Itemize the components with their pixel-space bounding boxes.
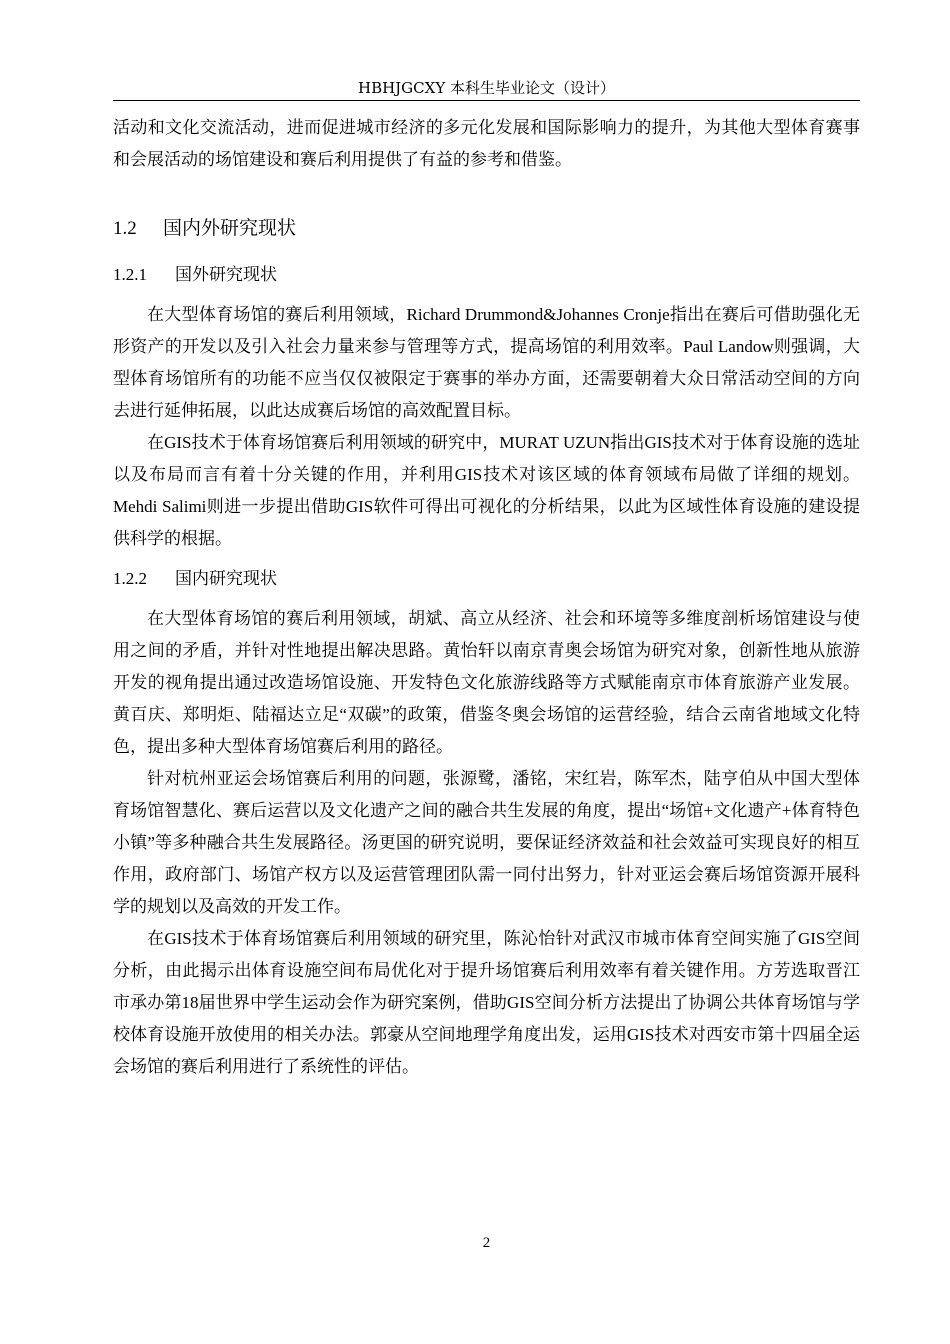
section-number: 1.2.2: [113, 569, 147, 588]
intro-paragraph: 活动和文化交流活动，进而促进城市经济的多元化发展和国际影响力的提升，为其他大型体育赛事和会展活动的场馆建设和赛后利用提供了有益的参考和借鉴。: [113, 118, 860, 169]
section-heading-1-2-1: [113, 259, 860, 291]
paragraph: 在大型体育场馆的赛后利用领域，Richard Drummond&Johannes Cronje指出在赛后可借助强化无形资产的开发以及引入社会力量来参与管理等方式，提高场馆的利用效率。Paul Landow则强调，大型体育场馆所有的功能不应当仅仅被限定于赛事的举办方面，还需要朝着大众日常活动空间的方向去进行延伸拓展，以此达成赛后场馆的高效配置目标。: [113, 305, 860, 420]
section-title: 国外研究现状: [175, 265, 277, 285]
paragraph: 在GIS技术于体育场馆赛后利用领域的研究中，MURAT UZUN指出GIS技术对于体育设施的选址以及布局而言有着十分关键的作用，并利用GIS技术对该区域的体育领域布局做了详细的规划。Mehdi Salimi则进一步提出借助GIS软件可得出可视化的分析结果，以此为区域性体育设施的建设提供科学的根据。: [113, 433, 860, 548]
section-title: 国内外研究现状: [163, 217, 297, 239]
section-heading-1-2-2: [113, 563, 860, 595]
body-text: [113, 112, 860, 1083]
paragraph: 在大型体育场馆的赛后利用领域，胡斌、高立从经济、社会和环境等多维度剖析场馆建设与使用之间的矛盾，并针对性地提出解决思路。黄怡轩以南京青奥会场馆为研究对象，创新性地从旅游开发的视角提出通过改造场馆设施、开发特色文化旅游线路等方式赋能南京市体育旅游产业发展。黄百庆、郑明炬、陆福达立足“双碳”的政策，借鉴冬奥会场馆的运营经验，结合云南省地域文化特色，提出多种大型体育场馆赛后利用的路径。: [113, 609, 860, 756]
header-rule: [113, 100, 860, 101]
running-header: HBHJGCXY 本科生毕业论文（设计）: [357, 79, 615, 97]
paragraph: 针对杭州亚运会场馆赛后利用的问题，张源鹭，潘铭，宋红岩，陈军杰，陆亨伯从中国大型体育场馆智慧化、赛后运营以及文化遗产之间的融合共生发展的角度，提出“场馆+文化遗产+体育特色小镇”等多种融合共生发展路径。汤更国的研究说明，要保证经济效益和社会效益可实现良好的相互作用，政府部门、场馆产权方以及运营管理团队需一同付出努力，针对亚运会赛后场馆资源开展科学的规划以及高效的开发工作。: [113, 769, 860, 916]
page-number: 2: [482, 1235, 491, 1251]
section-number: 1.2: [113, 218, 137, 239]
paragraph: 在GIS技术于体育场馆赛后利用领域的研究里，陈沁怡针对武汉市城市体育空间实施了GIS空间分析，由此揭示出体育设施空间布局优化对于提升场馆赛后利用效率有着关键作用。方芳选取晋江市承办第18届世界中学生运动会作为研究案例，借助GIS空间分析方法提出了协调公共体育场馆与学校体育设施开放使用的相关办法。郭豪从空间地理学角度出发，运用GIS技术对西安市第十四届全运会场馆的赛后利用进行了系统性的评估。: [113, 929, 860, 1076]
section-heading-1-2: [113, 210, 860, 247]
section-number: 1.2.1: [113, 265, 147, 284]
section-title: 国内研究现状: [175, 569, 277, 589]
